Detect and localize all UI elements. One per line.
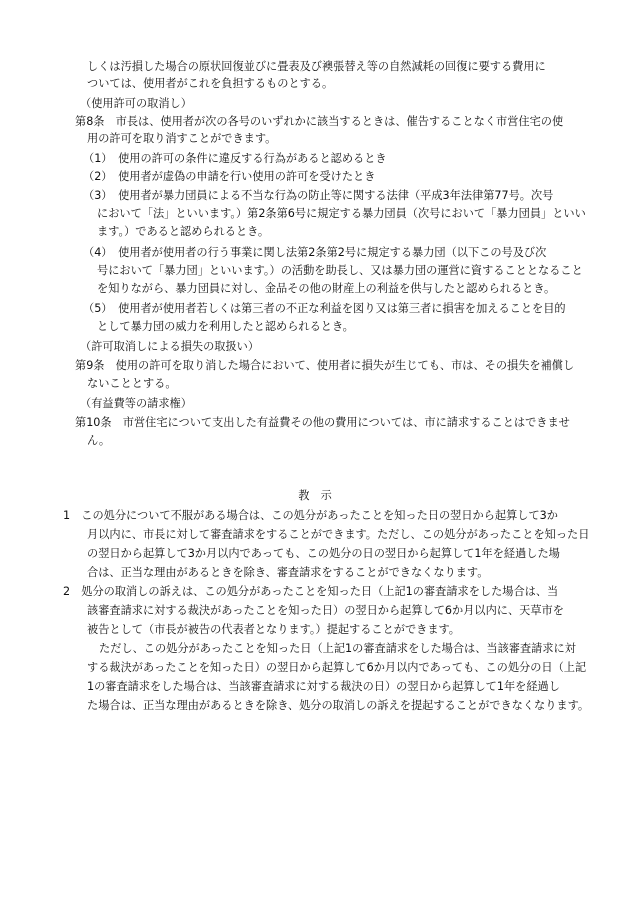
notice-item-1: 1 この処分について不服がある場合は、この処分があったことを知った日の翌日から起算して3か	[63, 509, 558, 522]
text-line: しくは汚損した場合の原状回復並びに畳表及び襖張替え等の自然減耗の回復に要する費用に	[87, 60, 546, 73]
list-item-3: （3） 使用者が暴力団員による不当な行為の防止等に関する法律（平成3年法律第77号。次号	[83, 189, 554, 202]
text-line: 号において「暴力団」といいます。）の活動を助長し、又は暴力団の運営に資することとなること	[97, 264, 583, 277]
text-line: 該審査請求に対する裁決があったことを知った日）の翌日から起算して6か月以内に、天草市を	[87, 604, 564, 617]
text-line: ついては、使用者がこれを負担するものとする。	[87, 77, 334, 90]
text-line: の翌日から起算して3か月以内であっても、この処分の日の翌日から起算して1年を経過した場	[87, 547, 560, 560]
notice-title: 教 示	[298, 489, 332, 502]
text-line: ないこととする。	[87, 377, 177, 390]
text-line: 合は、正当な理由があるときを除き、審査請求をすることができなくなります。	[87, 566, 489, 579]
text-line: を知りながら、暴力団員に対し、金品その他の財産上の利益を供与したと認められるとき。	[97, 282, 556, 295]
article-9-heading: 第9条 使用の許可を取り消した場合において、使用者に損失が生じても、市は、その損失を補償し	[75, 359, 575, 372]
text-line: ただし、この処分があったことを知った日（上記1の審査請求をした場合は、当該審査請求に対	[99, 642, 576, 655]
text-line: 被告として（市長が被告の代表者となります。）提起することができます。	[87, 623, 460, 636]
list-item-2: （2） 使用者が虚偽の申請を行い使用の許可を受けたとき	[83, 170, 376, 183]
text-line: 月以内に、市長に対して審査請求をすることができます。ただし、この処分があったことを知った日	[87, 528, 590, 541]
text-line: た場合は、正当な理由があるときを除き、処分の取消しの訴えを提起することができなくなります。	[87, 699, 590, 712]
article-10-heading: 第10条 市営住宅について支出した有益費その他の費用については、市に請求することはできませ	[75, 416, 570, 429]
section-caption: （許可取消しによる損失の取扱い）	[80, 340, 260, 353]
list-item-5: （5） 使用者が使用者若しくは第三者の不正な利益を図り又は第三者に損害を加えることを目的	[83, 302, 566, 315]
text-line: において「法」といいます。）第2条第6号に規定する暴力団員（次号において「暴力団員」といい	[97, 207, 586, 220]
article-8-heading: 第8条 市長は、使用者が次の各号のいずれかに該当するときは、催告することなく市営住宅の使	[75, 115, 564, 128]
section-caption: （有益費等の請求権）	[80, 397, 192, 410]
text-line: する裁決があったことを知った日）の翌日から起算して6か月以内であっても、この処分の日（上記	[87, 661, 587, 674]
notice-item-2: 2 処分の取消しの訴えは、この処分があったことを知った日（上記1の審査請求をした場合は、当	[63, 585, 559, 598]
text-line: 1の審査請求をした場合は、当該審査請求に対する裁決の日）の翌日から起算して1年を経過し	[87, 680, 560, 693]
text-line: として暴力団の威力を利用したと認められるとき。	[97, 320, 354, 333]
list-item-1: （1） 使用の許可の条件に違反する行為があると認めるとき	[83, 152, 387, 165]
text-line: 用の許可を取り消すことができます。	[87, 132, 277, 145]
text-line: ます。）であると認められるとき。	[97, 225, 270, 238]
section-caption: （使用許可の取消し）	[80, 97, 192, 110]
list-item-4: （4） 使用者が使用者の行う事業に関し法第2条第2号に規定する暴力団（以下この号及び次	[83, 246, 547, 259]
text-line: ん。	[87, 434, 111, 447]
